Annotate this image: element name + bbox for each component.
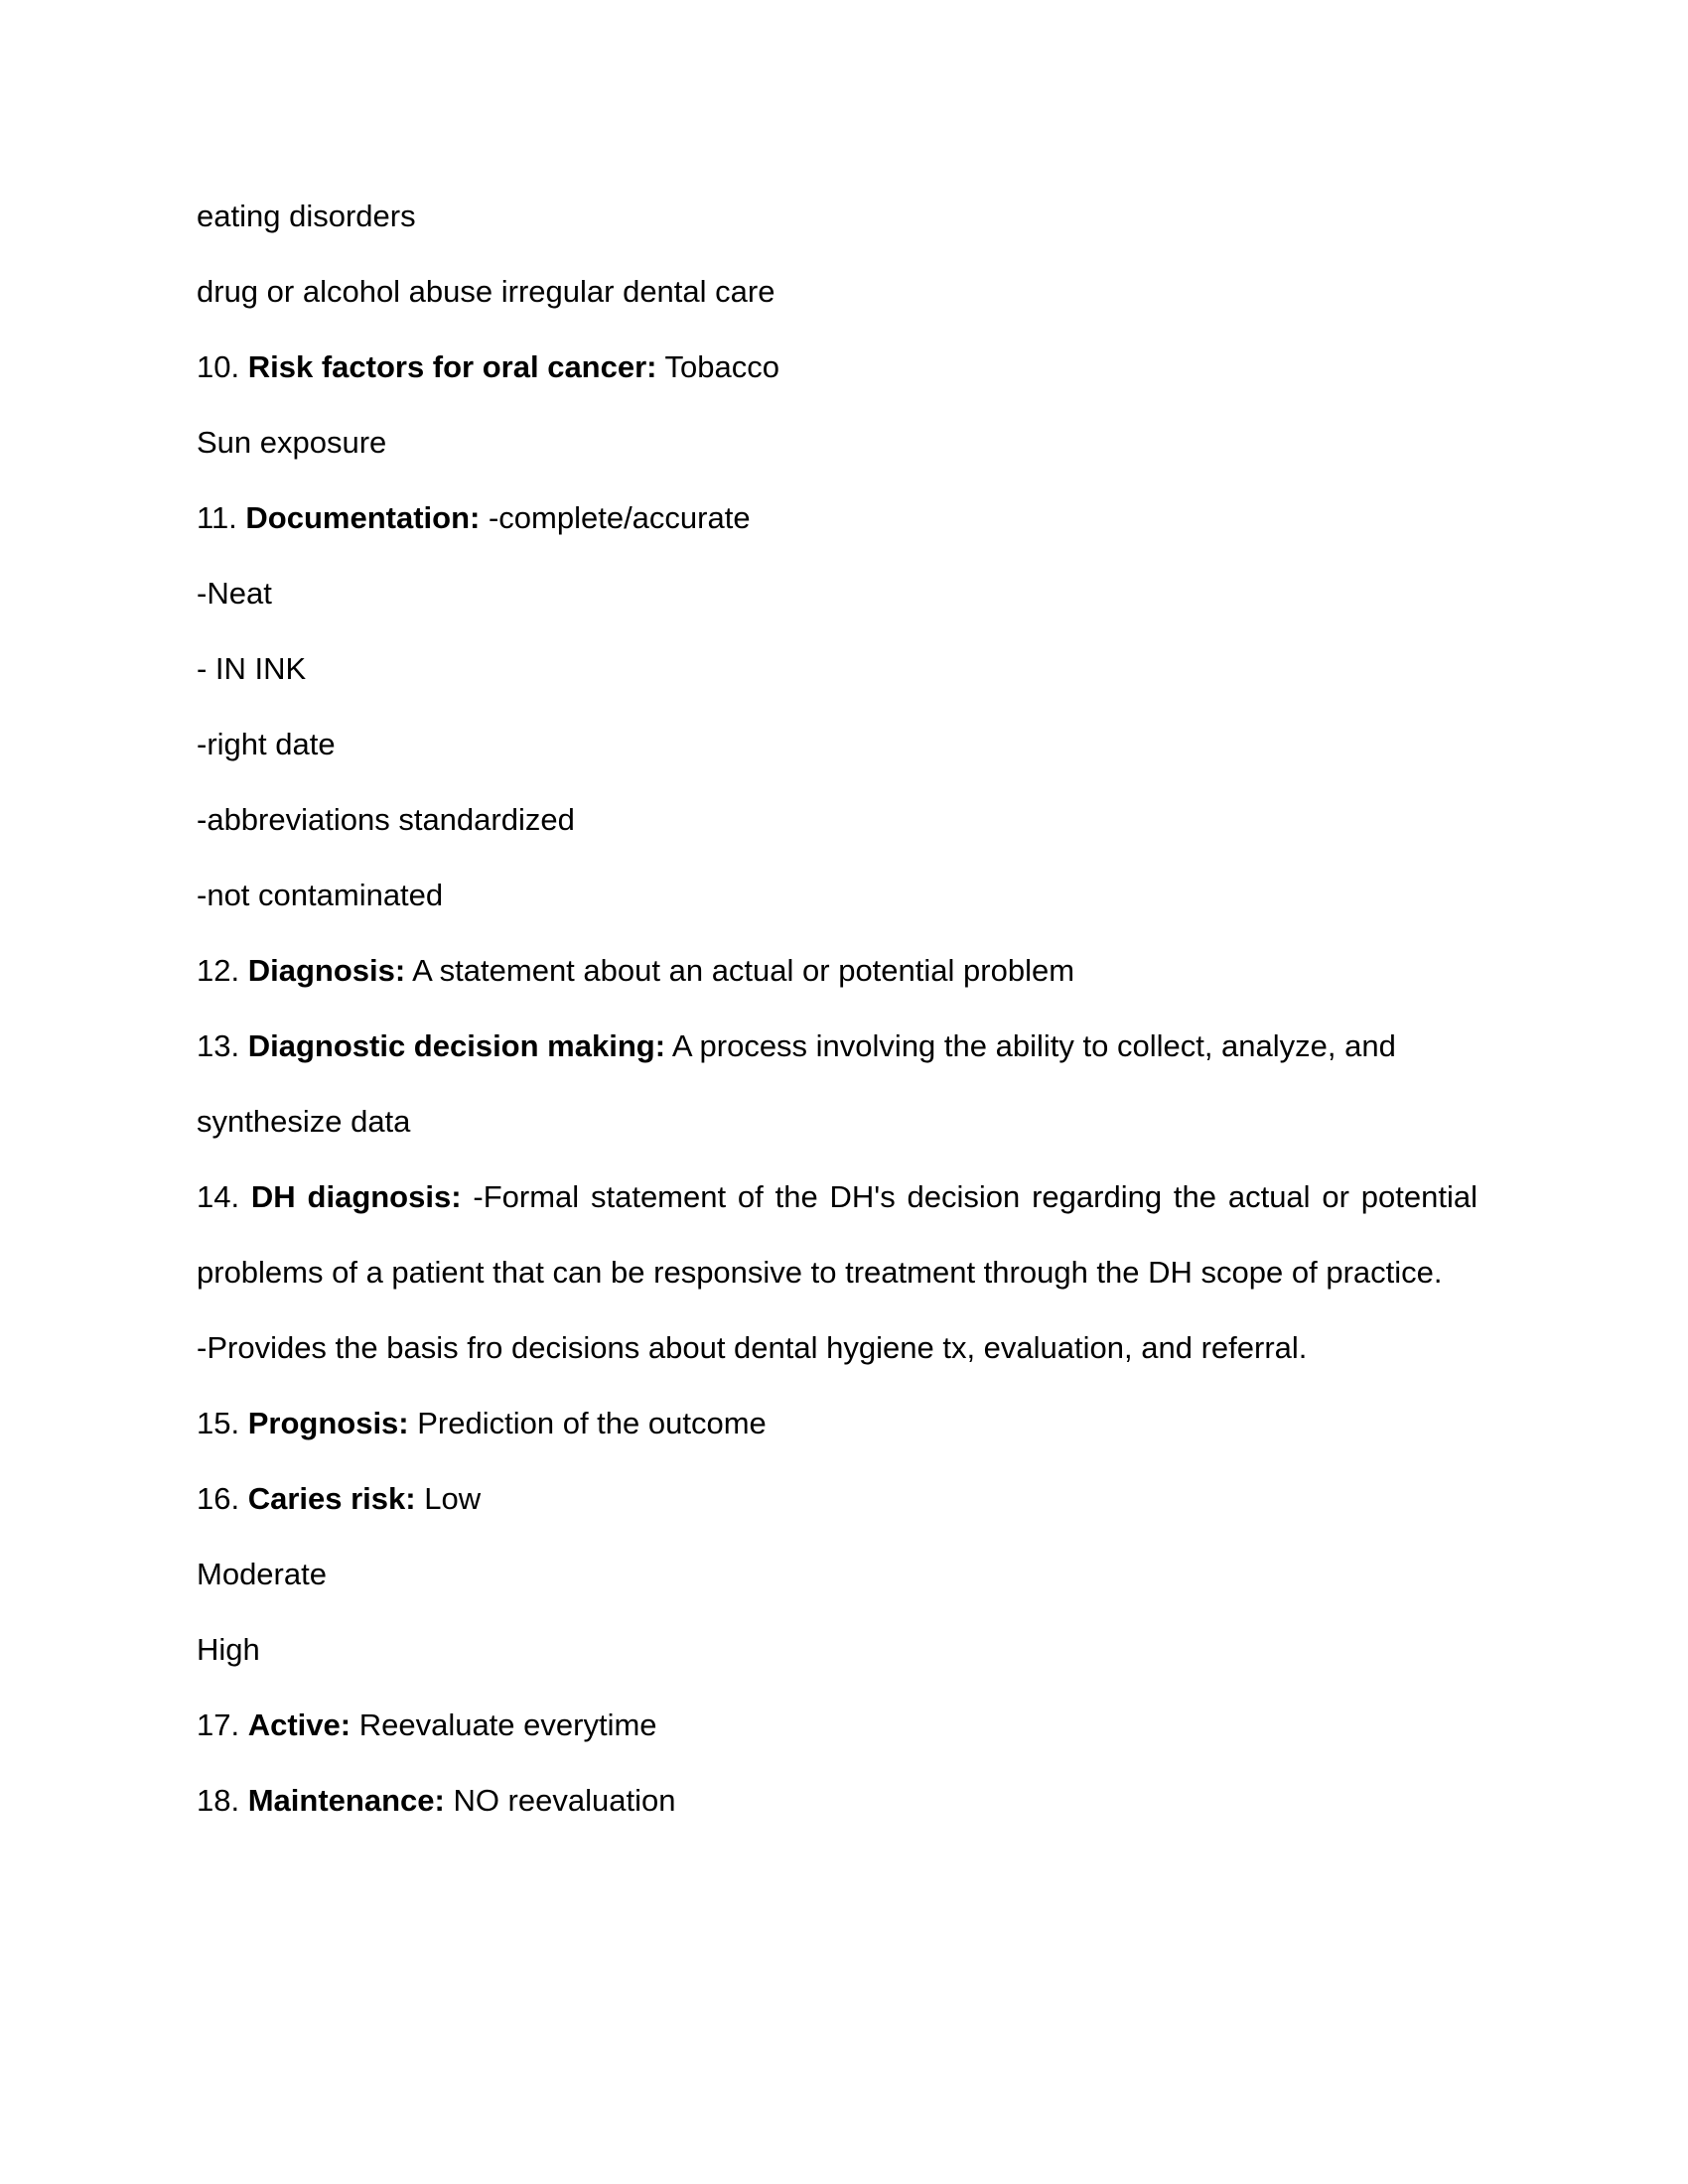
term-label: Caries risk:: [247, 1481, 416, 1516]
line-text: High: [197, 1632, 260, 1667]
line-text: NO reevaluation: [444, 1783, 676, 1818]
item-number: 18.: [197, 1783, 248, 1818]
line-text: -right date: [197, 727, 336, 761]
line-text: A process involving the ability to collect, analyze, and synthesize data: [197, 1028, 1396, 1139]
document-line: [197, 858, 1477, 933]
document-line: [197, 480, 1477, 556]
document-line: [197, 179, 1477, 254]
term-label: Risk factors for oral cancer:: [247, 349, 657, 384]
term-label: Maintenance:: [247, 1783, 445, 1818]
line-text: Reevaluate everytime: [351, 1707, 657, 1742]
document-line: [197, 1537, 1477, 1612]
line-text: Prediction of the outcome: [408, 1406, 767, 1440]
document-line: [197, 556, 1477, 631]
item-number: 15.: [197, 1406, 248, 1440]
document-line: [197, 1009, 1477, 1160]
document-page: [197, 179, 1477, 1839]
line-text: Tobacco: [656, 349, 779, 384]
document-line: [197, 1688, 1477, 1763]
item-number: 17.: [197, 1707, 248, 1742]
term-label: Documentation:: [245, 500, 481, 535]
document-line: [197, 707, 1477, 782]
document-line: [197, 405, 1477, 480]
document-line: [197, 782, 1477, 858]
line-text: - IN INK: [197, 651, 307, 686]
document-line: [197, 330, 1477, 405]
line-text: Sun exposure: [197, 425, 387, 460]
document-line: [197, 631, 1477, 707]
line-text: -complete/accurate: [480, 500, 751, 535]
term-label: Active:: [247, 1707, 352, 1742]
document-line: [197, 1763, 1477, 1839]
document-line: [197, 254, 1477, 330]
term-label: Prognosis:: [247, 1406, 409, 1440]
term-label: DH diagnosis:: [250, 1179, 462, 1214]
line-text: -abbreviations standardized: [197, 802, 575, 837]
line-text: A statement about an actual or potential problem: [405, 953, 1075, 988]
item-number: 13.: [197, 1028, 248, 1063]
document-line: [197, 1612, 1477, 1688]
item-number: 11.: [197, 500, 246, 535]
item-number: 12.: [197, 953, 248, 988]
line-text: -Formal statement of the DH's decision regarding the actual or potential problems of a patient that can be responsive to treatment through the DH scope of practice.: [197, 1179, 1477, 1290]
line-text: -not contaminated: [197, 878, 444, 912]
item-number: 14.: [197, 1179, 251, 1214]
term-label: Diagnosis:: [247, 953, 406, 988]
document-line: [197, 1386, 1477, 1461]
item-number: 10.: [197, 349, 248, 384]
line-text: drug or alcohol abuse irregular dental care: [197, 274, 775, 309]
term-label: Diagnostic decision making:: [247, 1028, 666, 1063]
line-text: Moderate: [197, 1557, 327, 1591]
document-line: [197, 1461, 1477, 1537]
line-text: -Neat: [197, 576, 272, 611]
line-text: Low: [415, 1481, 482, 1516]
document-line: [197, 1160, 1477, 1310]
line-text: -Provides the basis fro decisions about dental hygiene tx, evaluation, and referral.: [197, 1330, 1308, 1365]
document-line: [197, 1310, 1477, 1386]
document-line: [197, 933, 1477, 1009]
line-text: eating disorders: [197, 199, 416, 233]
item-number: 16.: [197, 1481, 248, 1516]
